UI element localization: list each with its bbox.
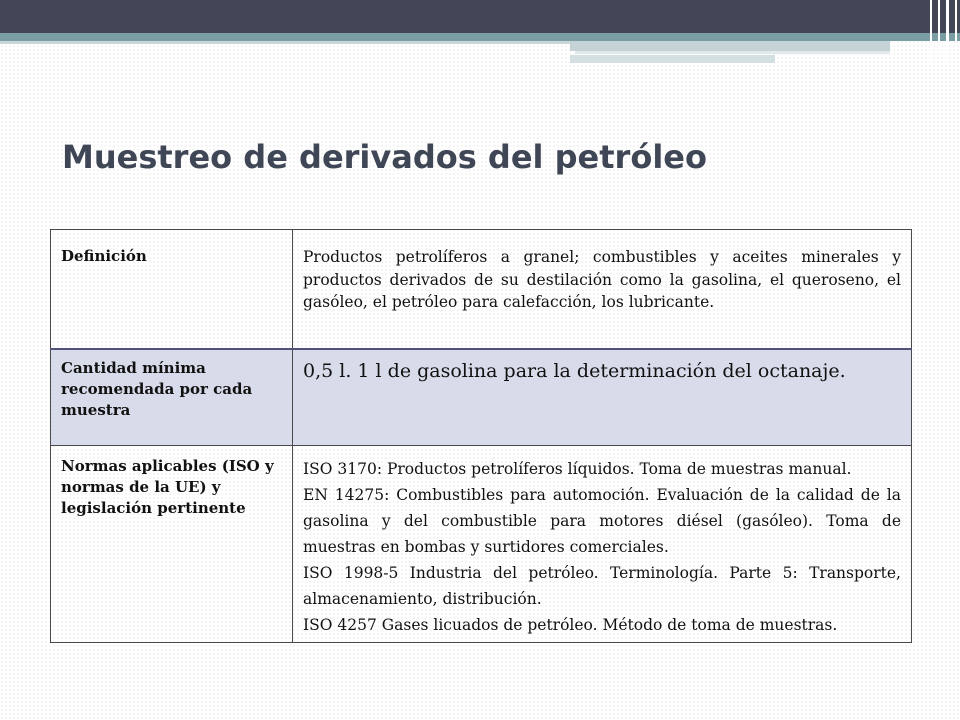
top-teal-stripe <box>0 33 960 41</box>
content-paragraph: Productos petrolíferos a granel; combustibles y aceites minerales y productos derivados de su destilación como la gasolina, el queroseno, el gasóleo, el petróleo para calefacción, los lubricante. <box>303 248 901 311</box>
row-label: Definición <box>51 230 293 350</box>
decorative-stripe-short <box>570 55 775 63</box>
content-paragraph: ISO 3170: Productos petrolíferos líquidos. Toma de muestras manual. <box>303 460 852 478</box>
row-label: Cantidad mínima recomendada por cada muestra <box>51 349 293 446</box>
decorative-vertical-line <box>930 0 932 62</box>
row-content <box>293 230 912 350</box>
row-label: Normas aplicables (ISO y normas de la UE) y legislación pertinente <box>51 446 293 643</box>
top-light-stripe <box>0 41 570 44</box>
content-paragraph: ISO 1998-5 Industria del petróleo. Terminología. Parte 5: Transporte, almacenamiento, distribución. <box>303 564 901 608</box>
decorative-stripe-highlight <box>575 51 890 54</box>
content-paragraph: ISO 4257 Gases licuados de petróleo. Método de toma de muestras. <box>303 616 838 634</box>
top-decorative-bar <box>0 0 960 33</box>
decorative-stripe <box>570 41 890 51</box>
decorative-vertical-line <box>946 0 949 64</box>
content-paragraph: EN 14275: Combustibles para automoción. Evaluación de la calidad de la gasolina y del combustible para motores diésel (gasóleo). Toma de muestras en bombas y surtidores comerciales. <box>303 486 901 556</box>
table-row-quantity <box>51 349 912 446</box>
content-paragraph: 0,5 l. 1 l de gasolina para la determinación del octanaje. <box>303 360 846 382</box>
row-content <box>293 446 912 643</box>
slide-title: Muestreo de derivados del petróleo <box>62 138 707 176</box>
decorative-vertical-line <box>955 0 957 58</box>
table-row-standards <box>51 446 912 643</box>
definition-table <box>50 229 912 643</box>
row-content <box>293 349 912 446</box>
decorative-vertical-line <box>938 0 940 52</box>
table-row-definition <box>51 230 912 350</box>
